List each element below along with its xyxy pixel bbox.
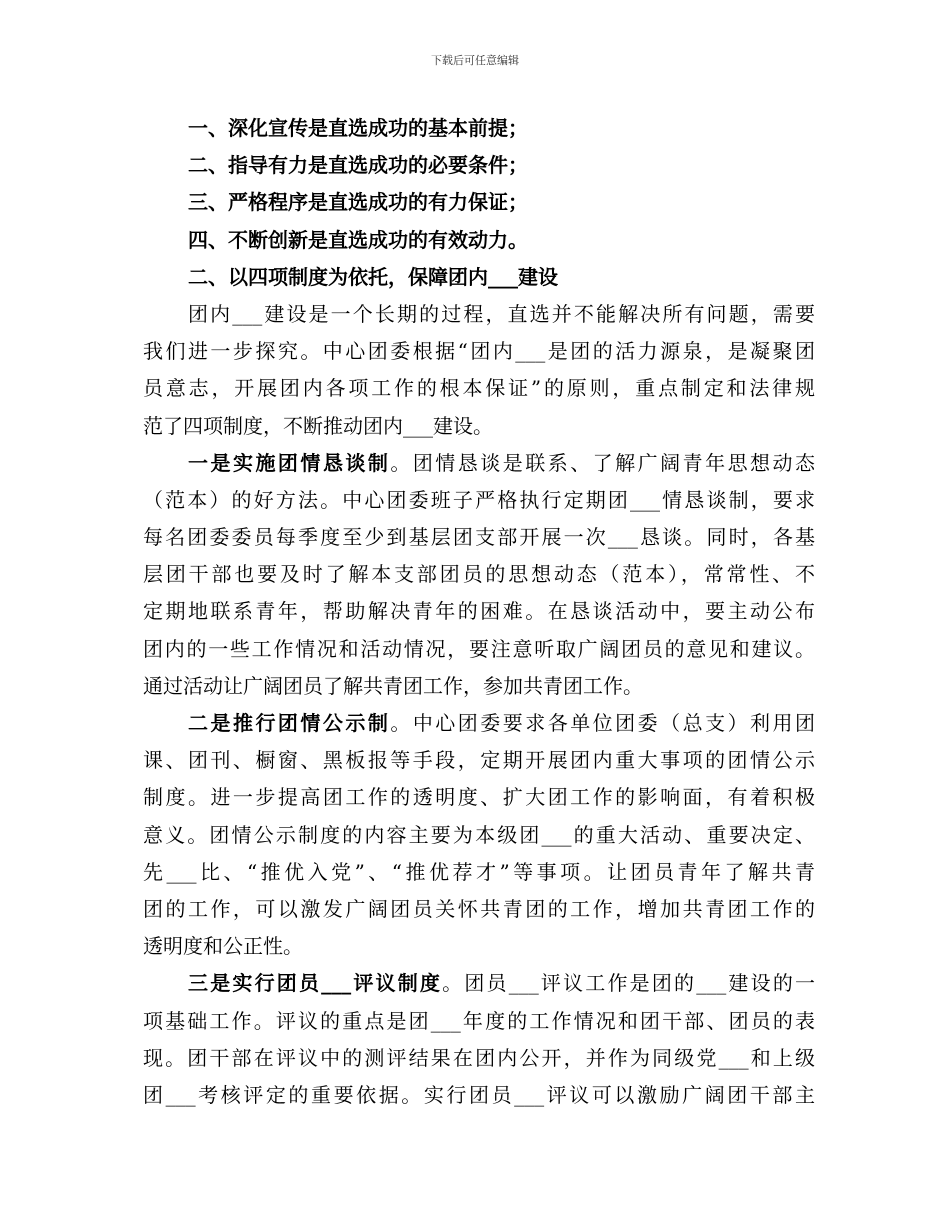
- text-run: 项基础工作。评议的重点是团___年度的工作情况和团干部、团员的表: [143, 1008, 815, 1033]
- text-line: [143, 891, 815, 928]
- text-run: 意义。团情公示制度的内容主要为本级团___的重大活动、重要决定、: [143, 822, 815, 847]
- text-line: [143, 259, 815, 296]
- text-run: 定期地联系青年，帮助解决青年的困难。在恳谈活动中，要主动公布: [143, 599, 815, 624]
- bold-text-run: 四、不断创新是直选成功的有效动力。: [188, 227, 528, 252]
- text-line: [143, 1077, 815, 1114]
- text-line: [143, 184, 815, 221]
- text-run: 。中心团委要求各单位团委（总支）利用团: [390, 711, 816, 735]
- bold-text-run: 三、严格程序是直选成功的有力保证；: [188, 190, 528, 215]
- text-run: 。团情恳谈是联系、了解广阔青年思想动态: [390, 450, 816, 475]
- text-line: [143, 854, 815, 891]
- text-run: 通过活动让广阔团员了解共青团工作，参加共青团工作。: [143, 673, 643, 698]
- text-run: 课、团刊、橱窗、黑板报等手段，定期开展团内重大事项的团情公示: [143, 748, 815, 773]
- document-body: [143, 110, 815, 1114]
- text-run: 范了四项制度，不断推动团内___建设。: [143, 413, 493, 438]
- text-run: 透明度和公正性。: [143, 934, 303, 959]
- text-line: [143, 445, 815, 482]
- text-line: [143, 1040, 815, 1077]
- text-line: [143, 556, 815, 593]
- bold-text-run: 一、深化宣传是直选成功的基本前提；: [188, 116, 528, 140]
- text-run: 制度。进一步提高团工作的透明度、扩大团工作的影响面，有着积极: [143, 785, 815, 810]
- text-line: [143, 928, 815, 965]
- text-line: [143, 147, 815, 184]
- page-header: 下载后可任意编辑: [431, 54, 519, 67]
- text-line: [143, 631, 815, 668]
- text-line: [143, 668, 815, 705]
- text-line: [143, 110, 815, 147]
- text-line: [143, 593, 815, 630]
- text-run: 团内的一些工作情况和活动情况，要注意听取广阔团员的意见和建议。: [143, 636, 815, 661]
- text-run: 我们进一步探究。中心团委根据“团内___是团的活力源泉，是凝聚团: [143, 339, 815, 364]
- bold-text-run: 三是实行团员___评议制度: [188, 971, 443, 996]
- text-run: 层团干部也要及时了解本支部团员的思想动态（范本），常常性、不: [143, 562, 815, 587]
- text-line: [143, 705, 815, 742]
- text-line: [143, 742, 815, 779]
- text-run: （范本）的好方法。中心团委班子严格执行定期团___情恳谈制，要求: [143, 487, 815, 512]
- text-line: [143, 408, 815, 445]
- text-line: [143, 965, 815, 1002]
- text-line: [143, 370, 815, 407]
- text-line: [143, 222, 815, 259]
- text-line: [143, 817, 815, 854]
- text-run: 现。团干部在评议中的测评结果在团内公开，并作为同级党___和上级: [143, 1045, 815, 1070]
- text-line: [143, 519, 815, 556]
- bold-text-run: 一是实施团情恳谈制: [188, 450, 391, 475]
- bold-text-run: 二、指导有力是直选成功的必要条件；: [188, 153, 528, 178]
- text-run: 团内___建设是一个长期的过程，直选并不能解决所有问题，需要: [188, 301, 815, 326]
- text-line: [143, 779, 815, 816]
- text-run: 团的工作，可以激发广阔团员关怀共青团的工作，增加共青团工作的: [143, 896, 815, 921]
- text-line: [143, 482, 815, 519]
- text-line: [143, 296, 815, 333]
- text-run: 每名团委委员每季度至少到基层团支部开展一次___恳谈。同时，各基: [143, 525, 815, 550]
- text-run: 员意志，开展团内各项工作的根本保证”的原则，重点制定和法律规: [143, 376, 815, 401]
- text-run: 先___比、“推优入党”、“推优荐才”等事项。让团员青年了解共青: [143, 859, 815, 884]
- text-line: [143, 1003, 815, 1040]
- bold-text-run: 二是推行团情公示制: [188, 711, 391, 735]
- text-run: 。团员___评议工作是团的___建设的一: [442, 971, 816, 996]
- text-run: 团___考核评定的重要依据。实行团员___评议可以激励广阔团干部主: [143, 1082, 815, 1107]
- bold-text-run: 二、以四项制度为依托，保障团内___建设: [188, 264, 558, 289]
- text-line: [143, 333, 815, 370]
